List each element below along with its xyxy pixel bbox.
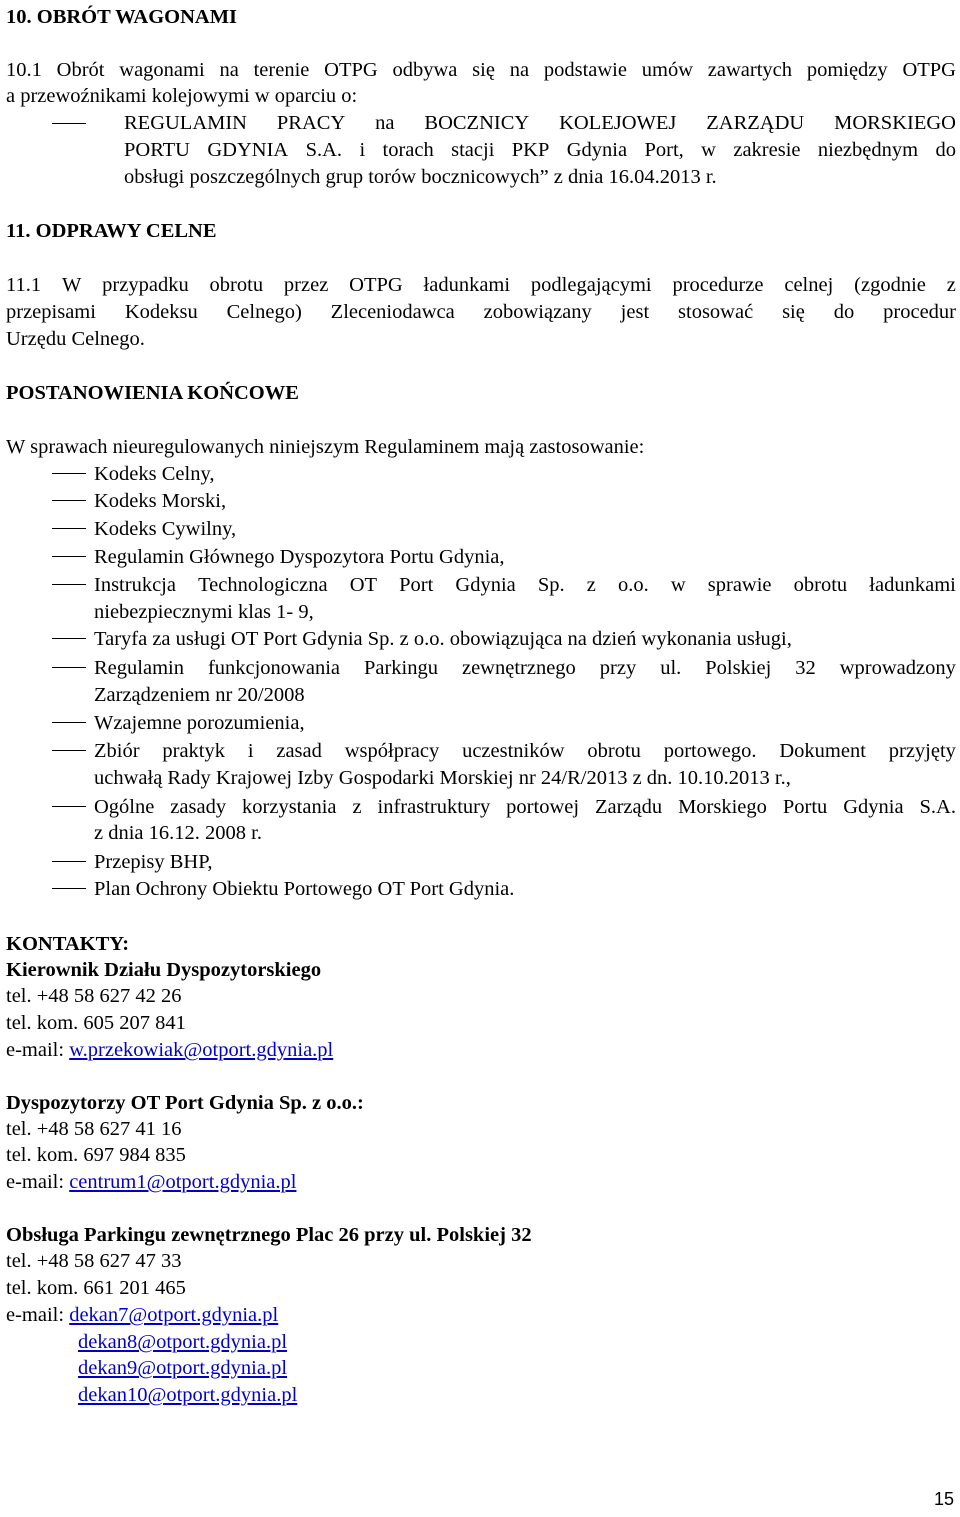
word: obrotu bbox=[209, 274, 264, 296]
word: OTPG bbox=[349, 274, 403, 296]
word: Portu bbox=[782, 796, 828, 818]
list-item: Wzajemne porozumienia, bbox=[94, 712, 305, 734]
regulamin-line2 bbox=[124, 137, 956, 163]
parking-email-link-text[interactable]: dekan9@otport.gdynia.pl bbox=[78, 1357, 288, 1379]
word: sprawie bbox=[707, 574, 772, 596]
word: KOLEJOWEJ bbox=[559, 112, 677, 134]
dash-bullet bbox=[52, 806, 86, 807]
word: przypadku bbox=[102, 274, 189, 296]
word: OTPG bbox=[324, 59, 378, 81]
word: S.A. bbox=[305, 139, 343, 161]
parking-tel: tel. +48 58 627 47 33 bbox=[6, 1250, 182, 1272]
word: MORSKIEGO bbox=[834, 112, 956, 134]
dash-bullet bbox=[52, 584, 86, 585]
word: zawartych bbox=[707, 59, 793, 81]
dash-bullet bbox=[52, 750, 86, 751]
word: Ogólne bbox=[94, 796, 155, 818]
dyspozytorzy-email-link[interactable]: centrum1@otport.gdynia.pl bbox=[69, 1171, 297, 1193]
list-item-continuation: uchwałą Rady Krajowej Izby Gospodarki Morskiej nr 24/R/2013 z dn. 10.10.2013 r., bbox=[94, 767, 791, 789]
word: i bbox=[359, 139, 366, 161]
word: uczestników bbox=[462, 740, 565, 762]
word: przez bbox=[283, 274, 329, 296]
word: do bbox=[935, 139, 956, 161]
word: podlegającymi bbox=[530, 274, 652, 296]
list-item: Plan Ochrony Obiektu Portowego OT Port Gdynia. bbox=[94, 878, 515, 900]
dyspozytorzy-title: Dyspozytorzy OT Port Gdynia Sp. z o.o.: bbox=[6, 1092, 364, 1114]
word: ładunkami bbox=[423, 274, 511, 296]
word: Gdynia bbox=[455, 574, 516, 596]
dash-bullet bbox=[52, 473, 86, 474]
word: umów bbox=[641, 59, 694, 81]
parking-email-link-text[interactable]: dekan10@otport.gdynia.pl bbox=[78, 1384, 298, 1406]
word: obrotu bbox=[587, 740, 641, 762]
section-11-1-line2 bbox=[6, 299, 956, 325]
dash-bullet bbox=[52, 556, 86, 557]
regulamin-line3: obsługi poszczególnych grup torów bocznicowych” z dnia 16.04.2013 r. bbox=[124, 166, 717, 188]
word: GDYNIA bbox=[207, 139, 289, 161]
word: 10.1 bbox=[6, 59, 42, 81]
word: wagonami bbox=[119, 59, 205, 81]
word: przepisami bbox=[6, 301, 96, 323]
list-item: Kodeks Cywilny, bbox=[94, 518, 237, 540]
word: Instrukcja bbox=[94, 574, 176, 596]
final-provisions-heading: POSTANOWIENIA KOŃCOWE bbox=[6, 382, 299, 404]
word: PRACY bbox=[276, 112, 346, 134]
list-item bbox=[94, 794, 956, 820]
word: Obrót bbox=[56, 59, 105, 81]
word: Morskiego bbox=[678, 796, 767, 818]
word: zasad bbox=[276, 740, 322, 762]
word: zasady bbox=[170, 796, 227, 818]
word: portowej bbox=[506, 796, 580, 818]
word: Port, bbox=[644, 139, 684, 161]
word: (zgodnie bbox=[854, 274, 926, 296]
word: Polskiej bbox=[705, 657, 772, 679]
word: współpracy bbox=[344, 740, 440, 762]
word: jest bbox=[620, 301, 650, 323]
word: o.o. bbox=[618, 574, 649, 596]
word: stosować bbox=[678, 301, 754, 323]
section-10-heading: 10. OBRÓT WAGONAMI bbox=[6, 6, 238, 28]
final-provisions-intro: W sprawach nieuregulowanych niniejszym Regulaminem mają zastosowanie: bbox=[6, 436, 645, 458]
kierownik-kom: tel. kom. 605 207 841 bbox=[6, 1012, 186, 1034]
word: Regulamin bbox=[94, 657, 184, 679]
email-label: e-mail: bbox=[6, 1039, 70, 1061]
word: i bbox=[247, 740, 254, 762]
word: zewnętrznego bbox=[461, 657, 576, 679]
word: w bbox=[701, 139, 716, 161]
word: obrotu bbox=[793, 574, 848, 596]
dyspozytorzy-tel: tel. +48 58 627 41 16 bbox=[6, 1118, 182, 1140]
list-item: Przepisy BHP, bbox=[94, 851, 213, 873]
dash-bullet bbox=[52, 528, 86, 529]
parking-email-link[interactable] bbox=[78, 1355, 287, 1381]
list-item bbox=[94, 655, 956, 681]
parking-kom: tel. kom. 661 201 465 bbox=[6, 1277, 186, 1299]
word: Dokument bbox=[779, 740, 866, 762]
section-10-1-line2: a przewoźnikami kolejowymi w oparciu o: bbox=[6, 85, 358, 107]
kierownik-tel: tel. +48 58 627 42 26 bbox=[6, 985, 182, 1007]
dash-bullet bbox=[52, 888, 86, 889]
word: BOCZNICY bbox=[424, 112, 530, 134]
dash-bullet bbox=[52, 500, 86, 501]
word: terenie bbox=[253, 59, 310, 81]
dash-bullet bbox=[52, 861, 86, 862]
list-item bbox=[94, 738, 956, 764]
list-item-continuation: z dnia 16.12. 2008 r. bbox=[94, 822, 262, 844]
word: stacji bbox=[451, 139, 495, 161]
dash-bullet bbox=[52, 667, 86, 668]
word: ZARZĄDU bbox=[706, 112, 805, 134]
word: się bbox=[472, 59, 495, 81]
word: 32 bbox=[795, 657, 816, 679]
word: pomiędzy bbox=[806, 59, 888, 81]
dash-bullet bbox=[52, 638, 86, 639]
dash-bullet bbox=[52, 722, 86, 723]
word: OTPG bbox=[902, 59, 956, 81]
parking-email-row bbox=[6, 1302, 278, 1328]
kierownik-title: Kierownik Działu Dyspozytorskiego bbox=[6, 959, 322, 981]
list-item-continuation: niebezpiecznymi klas 1- 9, bbox=[94, 601, 314, 623]
word: zobowiązany bbox=[483, 301, 592, 323]
list-item: Regulamin Głównego Dyspozytora Portu Gdynia, bbox=[94, 546, 505, 568]
word: wprowadzony bbox=[839, 657, 956, 679]
word: Zleceniodawca bbox=[330, 301, 455, 323]
parking-email-link[interactable] bbox=[78, 1382, 297, 1408]
word: 11.1 bbox=[6, 274, 42, 296]
word: OT bbox=[349, 574, 378, 596]
word: ul. bbox=[660, 657, 682, 679]
parking-email-link[interactable]: dekan7@otport.gdynia.pl bbox=[69, 1304, 279, 1326]
word: REGULAMIN bbox=[124, 112, 247, 134]
list-item: Kodeks Celny, bbox=[94, 463, 215, 485]
word: na bbox=[219, 59, 239, 81]
dyspozytorzy-kom: tel. kom. 697 984 835 bbox=[6, 1144, 186, 1166]
word: na bbox=[509, 59, 530, 81]
word: przyjęty bbox=[888, 740, 956, 762]
word: Kodeksu bbox=[124, 301, 198, 323]
word: W bbox=[61, 274, 82, 296]
word: na bbox=[375, 112, 395, 134]
word: torach bbox=[382, 139, 434, 161]
word: do bbox=[833, 301, 855, 323]
email-label: e-mail: bbox=[6, 1171, 70, 1193]
word: Parkingu bbox=[363, 657, 439, 679]
word: Zbiór bbox=[94, 740, 140, 762]
word: S.A. bbox=[919, 796, 956, 818]
word: praktyk bbox=[162, 740, 225, 762]
word: celnej bbox=[784, 274, 834, 296]
word: portowego. bbox=[663, 740, 757, 762]
word: odbywa bbox=[392, 59, 458, 81]
parking-email-link-text[interactable]: dekan8@otport.gdynia.pl bbox=[78, 1331, 288, 1353]
word: Gdynia bbox=[843, 796, 904, 818]
regulamin-line1 bbox=[124, 110, 956, 136]
section-11-1-line3: Urzędu Celnego. bbox=[6, 328, 145, 350]
parking-email-link[interactable] bbox=[78, 1329, 287, 1355]
dyspozytorzy-email-row bbox=[6, 1169, 296, 1195]
section-11-1-line1 bbox=[6, 272, 956, 298]
word: się bbox=[782, 301, 805, 323]
list-item: Taryfa za usługi OT Port Gdynia Sp. z o.o. obowiązująca na dzień wykonania usługi, bbox=[94, 628, 792, 650]
word: zakresie bbox=[733, 139, 801, 161]
list-item bbox=[94, 572, 956, 598]
section-11-heading: 11. ODPRAWY CELNE bbox=[6, 220, 217, 242]
word: Sp. bbox=[537, 574, 565, 596]
dash-bullet bbox=[52, 123, 86, 124]
contacts-heading: KONTAKTY: bbox=[6, 933, 130, 955]
word: w bbox=[670, 574, 686, 596]
word: przy bbox=[599, 657, 637, 679]
word: Port bbox=[399, 574, 434, 596]
word: procedurze bbox=[672, 274, 764, 296]
word: Celnego) bbox=[226, 301, 302, 323]
word: Technologiczna bbox=[198, 574, 328, 596]
kierownik-email-link[interactable]: w.przekowiak@otport.gdynia.pl bbox=[69, 1039, 334, 1061]
word: Zarządu bbox=[594, 796, 663, 818]
page-number: 15 bbox=[933, 1489, 954, 1509]
word: z bbox=[352, 796, 362, 818]
parking-title: Obsługa Parkingu zewnętrznego Plac 26 przy ul. Polskiej 32 bbox=[6, 1224, 532, 1246]
word: PKP bbox=[511, 139, 550, 161]
word: infrastruktury bbox=[377, 796, 491, 818]
list-item-continuation: Zarządzeniem nr 20/2008 bbox=[94, 684, 305, 706]
email-label: e-mail: bbox=[6, 1304, 70, 1326]
word: podstawie bbox=[543, 59, 627, 81]
word: PORTU bbox=[124, 139, 190, 161]
word: niezbędnym bbox=[817, 139, 919, 161]
section-10-1-line1 bbox=[6, 57, 956, 83]
word: ładunkami bbox=[869, 574, 956, 596]
word: funkcjonowania bbox=[207, 657, 341, 679]
word: procedur bbox=[883, 301, 956, 323]
word: korzystania bbox=[242, 796, 337, 818]
list-item: Kodeks Morski, bbox=[94, 490, 227, 512]
word: Gdynia bbox=[566, 139, 628, 161]
kierownik-email-row bbox=[6, 1037, 333, 1063]
word: z bbox=[946, 274, 956, 296]
word: z bbox=[586, 574, 596, 596]
